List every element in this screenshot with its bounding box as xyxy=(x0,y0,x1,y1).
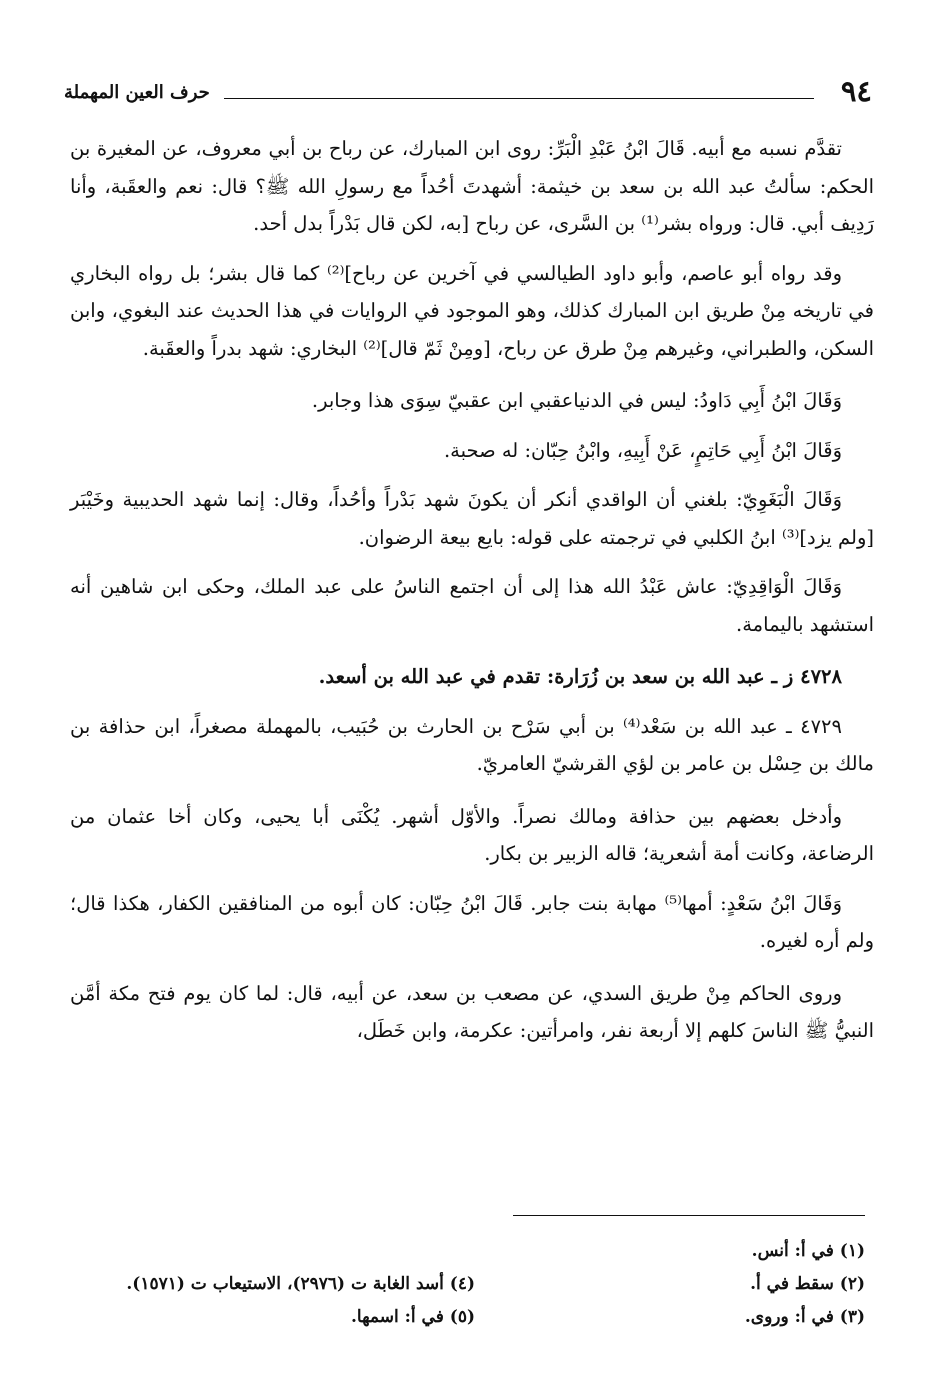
paragraph-hudhafa: وأدخل بعضهم بين حذافة ومالك نصراً. والأوّل أشهر. يُكْنَى أبا يحيى، وكان أخا عثمان من الرضاعة، وكانت أمة أشعرية؛ قاله الزبير بن بكار. xyxy=(70,804,874,865)
footnote-rule xyxy=(513,1215,865,1216)
page-number: ٩٤ xyxy=(840,74,872,108)
paragraph-ibn-abi-hatim: وَقَالَ ابْنُ أَبِي حَاتِمٍ، عَنْ أَبِيهِ، وابْنُ حِبّان: له صحبة. xyxy=(443,438,842,462)
footnote-row xyxy=(85,1301,865,1334)
footnote-2: (٢) سقط في أ. xyxy=(750,1274,865,1294)
header-rule xyxy=(224,98,814,99)
entry-4728: ٤٧٢٨ ز ـ عبد الله بن سعد بن زُرَارة: تقدم في عبد الله بن أسعد. xyxy=(318,665,842,688)
footnotes xyxy=(85,1235,865,1334)
footnote-row xyxy=(85,1235,865,1268)
footnote-4: (٤) أسد الغابة ت (٢٩٧٦)، الاستيعاب ت (١٥٧١). xyxy=(126,1274,475,1294)
paragraph-al-baghawi: وَقَالَ الْبَغَوِيّ: بلغني أن الواقدي أنكر أن يكونَ شهد بَدْراً وأحُداً، وقال: إنما شهد الحديبية وخَيْبَر [ولم يزد]⁽³⁾ ابنُ الكلبي في ترجمته على قوله: بايع بيعة الرضوان. xyxy=(70,488,874,549)
paragraph-al-waqidi: وَقَالَ الْوَاقِدِيّ: عاش عَبْدُ الله هذا إلى أن اجتمع الناسُ على عبد الملك، وحكى ابن شاهين أنه استشهد باليمامة. xyxy=(70,575,874,636)
footnote-row xyxy=(85,1268,865,1301)
footnote-5: (٥) في أ: اسمها. xyxy=(350,1307,475,1327)
paragraph-ibn-sad: وَقَالَ ابْنُ سَعْدٍ: أمها⁽⁵⁾ مهابة بنت جابر. قَالَ ابْنُ حِبّان: كان أبوه من المنافقين الكفار، هكذا قال؛ ولم أره لغيره. xyxy=(70,891,874,952)
chapter-title: حرف العين المهملة xyxy=(64,82,210,103)
footnote-3: (٣) في أ: وروى. xyxy=(744,1307,865,1327)
body-text xyxy=(70,130,874,1065)
paragraph-al-hakim: وروى الحاكم مِنْ طريق السدي، عن مصعب بن سعد، عن أبيه، قال: لما كان يوم فتح مكة أمَّن النبيُّ ﷺ الناسَ كلهم إلا أربعة نفر، وامرأتين: عكرمة، وابن خَطَل، xyxy=(70,981,874,1042)
entry-4729: ٤٧٢٩ ـ عبد الله بن سَعْد⁽⁴⁾ بن أبي سَرْح بن الحارث بن حُبَيب، بالمهملة مصغراً، ابن حذافة بن مالك بن حِسْل بن عامر بن لؤي القرشيّ العامريّ. xyxy=(70,714,874,775)
paragraph-abu-asim: وقد رواه أبو عاصم، وأبو داود الطيالسي في آخرين عن رباح]⁽²⁾ كما قال بشر؛ بل رواه البخاري في تاريخه مِنْ طريق ابن المبارك كذلك، وهو الموجود في الروايات في هذا الحديث عند البغوي، وابن السكن، والطبراني، وغيرهم مِنْ طرق عن رباح، [ومِنْ ثَمّ قال]⁽²⁾ البخاري: شهد بدراً والعقَبة. xyxy=(70,261,874,360)
running-head xyxy=(64,74,872,114)
paragraph-ibn-abd-al-barr: تقدَّم نسبه مع أبيه. قَالَ ابْنُ عَبْدِ الْبَرِّ: روى ابن المبارك، عن رباح بن أبي معروف، عن المغيرة بن الحكم: سألتُ عبد الله بن سعد بن خيثمة: أشهدتَ أحُداً مع رسولِ الله ﷺ؟ قال: نعم والعقَبة، وأنا رَدِيف أبي. قال: ورواه بشر⁽¹⁾ بن السَّرى، عن رباح [به، لكن قال بَدْراً بدل أحد. xyxy=(70,137,874,235)
footnote-1: (١) في أ: أنس. xyxy=(751,1241,865,1261)
paragraph-ibn-abi-dawud: وَقَالَ ابْنُ أَبِي دَاودُ: ليس في الدنياعقبي ابن عقبيّ سِوَى هذا وجابر. xyxy=(311,389,842,412)
